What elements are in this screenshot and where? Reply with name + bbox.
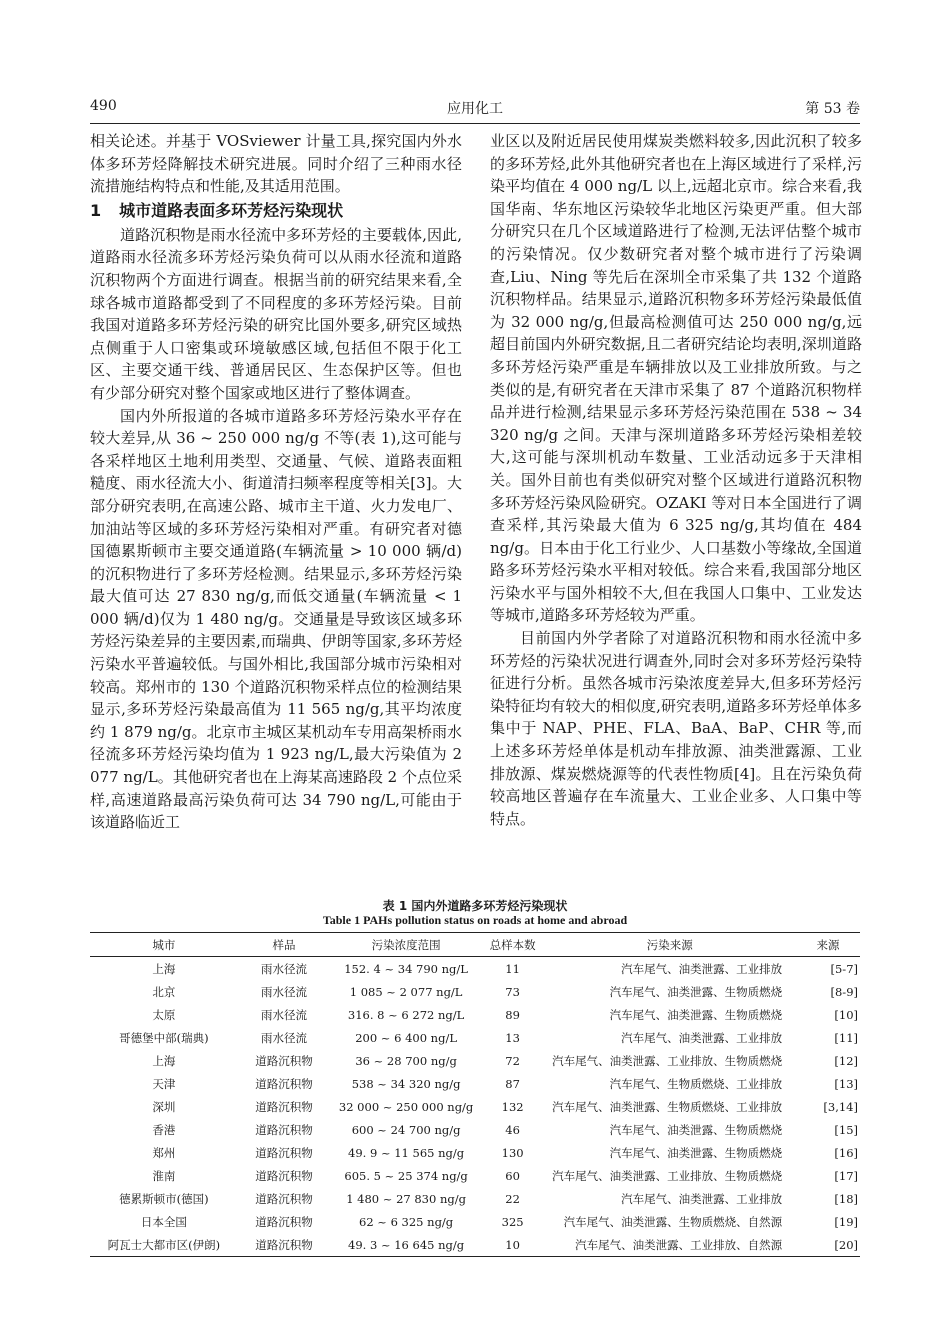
cell-sample: 雨水径流 [261, 1030, 308, 1045]
table-row [90, 1233, 860, 1257]
cell-count: 132 [501, 1099, 524, 1114]
cell-source: 汽车尾气、油类泄露、生物质燃烧 [609, 1145, 783, 1160]
table-caption [90, 899, 860, 927]
cell-count: 10 [505, 1237, 520, 1252]
table-row [90, 1095, 860, 1118]
cell-range: 152. 4 ~ 34 790 ng/L [344, 961, 468, 976]
cell-source: 汽车尾气、油类泄露、生物质燃烧、工业排放 [552, 1099, 783, 1114]
cell-range: 200 ~ 6 400 ng/L [355, 1030, 457, 1045]
cell-range: 32 000 ~ 250 000 ng/g [338, 1099, 474, 1114]
cell-count: 22 [505, 1191, 520, 1206]
cell-source: 汽车尾气、油类泄露、工业排放 [621, 1030, 783, 1045]
cell-ref: [13] [834, 1076, 858, 1091]
table-row [90, 1118, 860, 1141]
cell-count: 130 [501, 1145, 524, 1160]
cell-city: 天津 [152, 1076, 176, 1091]
paragraph-intro-end: 相关论述。并基于 VOSviewer 计量工具,探究国内外水体多环芳烃降解技术研究进展。同时介绍了三种雨水径流措施结构特点和性能,及其适用范围。 [90, 132, 462, 196]
cell-range: 1 480 ~ 27 830 ng/g [346, 1191, 466, 1206]
cell-ref: [5-7] [830, 961, 858, 976]
section-number: 1 [90, 200, 102, 220]
cell-count: 11 [505, 961, 520, 976]
cell-sample: 道路沉积物 [255, 1122, 313, 1137]
cell-sample: 雨水径流 [261, 1007, 308, 1022]
cell-range: 1 085 ~ 2 077 ng/L [349, 984, 463, 999]
table-header-row [90, 933, 860, 957]
cell-city: 德累斯顿市(德国) [119, 1191, 209, 1206]
volume-label: 第 53 卷 [805, 101, 860, 117]
section-heading [90, 198, 462, 224]
cell-sample: 道路沉积物 [255, 1145, 313, 1160]
cell-count: 73 [505, 984, 520, 999]
table-row [90, 1072, 860, 1095]
cell-sample: 道路沉积物 [255, 1237, 313, 1252]
cell-ref: [20] [834, 1237, 858, 1252]
cell-count: 60 [505, 1168, 520, 1183]
cell-sample: 道路沉积物 [255, 1076, 313, 1091]
cell-city: 哥德堡中部(瑞典) [119, 1030, 209, 1045]
cell-count: 89 [505, 1007, 520, 1022]
cell-city: 上海 [152, 1053, 176, 1068]
cell-sample: 道路沉积物 [255, 1214, 313, 1229]
section-title: 城市道路表面多环芳烃污染现状 [119, 200, 344, 220]
cell-source: 汽车尾气、油类泄露、生物质燃烧 [609, 984, 783, 999]
table-row [90, 1210, 860, 1233]
cell-range: 600 ~ 24 700 ng/g [351, 1122, 461, 1137]
cell-city: 阿瓦士大都市区(伊朗) [107, 1237, 221, 1252]
cell-count: 87 [505, 1076, 520, 1091]
cell-city: 北京 [152, 984, 176, 999]
col-header-city: 城市 [152, 937, 176, 952]
table-body [90, 957, 860, 1257]
cell-source: 汽车尾气、油类泄露、生物质燃烧、自然源 [563, 1214, 783, 1229]
right-column [490, 130, 862, 830]
cell-range: 36 ~ 28 700 ng/g [355, 1053, 457, 1068]
cell-ref: [19] [834, 1214, 858, 1229]
cell-ref: [3,14] [823, 1099, 858, 1114]
page-number: 490 [90, 98, 117, 114]
cell-count: 72 [505, 1053, 520, 1068]
col-header-count: 总样本数 [489, 937, 536, 952]
table-row [90, 1049, 860, 1072]
cell-range: 49. 3 ~ 16 645 ng/g [348, 1237, 465, 1252]
cell-city: 淮南 [152, 1168, 176, 1183]
cell-source: 汽车尾气、生物质燃烧、工业排放 [609, 1076, 783, 1091]
cell-city: 太原 [152, 1007, 176, 1022]
cell-city: 郑州 [152, 1145, 176, 1160]
cell-ref: [17] [834, 1168, 858, 1183]
cell-sample: 道路沉积物 [255, 1168, 313, 1183]
col-header-ref: 来源 [816, 937, 840, 952]
table-row [90, 1141, 860, 1164]
cell-source: 汽车尾气、油类泄露、生物质燃烧 [609, 1122, 783, 1137]
left-column [90, 130, 462, 834]
cell-ref: [12] [834, 1053, 858, 1068]
cell-count: 46 [505, 1122, 520, 1137]
cell-sample: 道路沉积物 [255, 1053, 313, 1068]
cell-sample: 雨水径流 [261, 984, 308, 999]
cell-range: 538 ~ 34 320 ng/g [351, 1076, 461, 1091]
header-rule [90, 123, 860, 124]
paragraph: 道路沉积物是雨水径流中多环芳烃的主要载体,因此,道路雨水径流多环芳烃污染负荷可以从雨水径流和道路沉积物两个方面进行调查。根据当前的研究结果来看,全球各城市道路都受到了不同程度的多环芳烃污染。目前我国对道路多环芳烃污染的研究比国外要多,研究区域热点侧重于人口密集或环境敏感区域,包括但不限于化工区、主要交通干线、普通居民区、生态保护区等。但也有少部分研究对整个国家或地区进行了整体调查。 [90, 225, 462, 402]
paragraph: 国内外所报道的各城市道路多环芳烃污染水平存在较大差异,从 36 ~ 250 000 ng/g 不等(表 1),这可能与各采样地区土地利用类型、交通量、气候、道路表面粗糙度、雨水径流大小、街道清扫频率程度等相关[3]。大部分研究表明,在高速公路、城市主干道、火力发电厂、加油站等区域的多环芳烃污染相对严重。有研究者对德国德累斯顿市主要交通道路(车辆流量 > 10 000 辆/d)的沉积物进行了多环芳烃检测。结果显示,多环芳烃污染最大值可达 27 830 ng/g,而低交通量(车辆流量 < 1 000 辆/d)仅为 1 480 ng/g。交通量是导致该区域多环芳烃污染差异的主要因素,而瑞典、伊朗等国家,多环芳烃污染水平普遍较低。与国外相比,我国部分城市污染相对较高。郑州市的 130 个道路沉积物采样点位的检测结果显示,多环芳烃污染最高值为 11 565 ng/g,其平均浓度约 1 879 ng/g。北京市主城区某机动车专用高架桥雨水径流多环芳烃污染均值为 1 923 ng/L,最大污染值为 2 077 ng/L。其他研究者也在上海某高速路段 2 个点位采样,高速道路最高污染负荷可达 34 790 ng/L,可能由于该道路临近工 [90, 406, 462, 832]
table-row [90, 1187, 860, 1210]
cell-ref: [16] [834, 1145, 858, 1160]
table-caption-cn: 表 1 国内外道路多环芳烃污染现状 [382, 899, 568, 913]
col-header-sample: 样品 [272, 937, 296, 952]
page-header [90, 98, 860, 120]
table-row [90, 1026, 860, 1049]
journal-title: 应用化工 [447, 101, 503, 117]
table-row [90, 1164, 860, 1187]
paragraph: 业区以及附近居民使用煤炭类燃料较多,因此沉积了较多的多环芳烃,此外其他研究者也在上海区域进行了采样,污染平均值在 4 000 ng/L 以上,远超北京市。综合来看,我国华南、华东地区污染较华北地区污染更严重。但大部分研究只在几个区域道路进行了检测,无法评估整个城市的污染情况。仅少数研究者对整个城市进行了污染调查,Liu、Ning 等先后在深圳全市采集了共 132 个道路沉积物样品。结果显示,道路沉积物多环芳烃污染最低值为 32 000 ng/g,但最高检测值可达 250 000 ng/g,远超目前国内外研究数据,且二者研究结论均表明,深圳道路多环芳烃污染严重是车辆排放以及工业排放所致。与之类似的是,有研究者在天津市采集了 87 个道路沉积物样品并进行检测,结果显示多环芳烃污染范围在 538 ~ 34 320 ng/g 之间。天津与深圳道路多环芳烃污染相差较大,这可能与深圳机动车数量、工业活动远多于天津相关。国外目前也有类似研究对整个区域进行道路沉积物多环芳烃污染风险研究。OZAKI 等对日本全国进行了调查采样,其污染最大值为 6 325 ng/g,其均值在 484 ng/g。日本由于化工行业少、人口基数小等缘故,全国道路多环芳烃污染水平相对较低。综合来看,我国部分地区污染水平与国外相较不大,但在我国人口集中、工业发达等城市,道路多环芳烃较为严重。 [490, 132, 862, 625]
pollution-table [90, 932, 860, 1257]
cell-range: 316. 8 ~ 6 272 ng/L [347, 1007, 465, 1022]
cell-range: 49. 9 ~ 11 565 ng/g [348, 1145, 465, 1160]
cell-city: 日本全国 [140, 1214, 187, 1229]
cell-sample: 雨水径流 [261, 961, 308, 976]
table-row [90, 980, 860, 1003]
cell-range: 62 ~ 6 325 ng/g [359, 1214, 454, 1229]
cell-source: 汽车尾气、油类泄露、工业排放、自然源 [575, 1237, 783, 1252]
cell-source: 汽车尾气、油类泄露、工业排放 [621, 1191, 783, 1206]
cell-ref: [11] [834, 1030, 858, 1045]
cell-range: 605. 5 ~ 25 374 ng/g [344, 1168, 468, 1183]
cell-city: 上海 [152, 961, 176, 976]
cell-source: 汽车尾气、油类泄露、工业排放 [621, 961, 783, 976]
cell-source: 汽车尾气、油类泄露、工业排放、生物质燃烧 [552, 1053, 783, 1068]
col-header-range: 污染浓度范围 [371, 937, 441, 952]
cell-ref: [15] [834, 1122, 858, 1137]
paragraph: 目前国内外学者除了对道路沉积物和雨水径流中多环芳烃的污染状况进行调查外,同时会对多环芳烃污染特征进行分析。虽然各城市污染浓度差异大,但多环芳烃污染特征均有较大的相似度,研究表明,道路多环芳烃单体多集中于 NAP、PHE、FLA、BaA、BaP、CHR 等,而上述多环芳烃单体是机动车排放源、油类泄露源、工业排放源、煤炭燃烧源等的代表性物质[4]。且在污染负荷较高地区普遍存在车流量大、工业企业多、人口集中等特点。 [490, 629, 862, 828]
cell-source: 汽车尾气、油类泄露、工业排放、生物质燃烧 [552, 1168, 783, 1183]
cell-city: 深圳 [152, 1099, 176, 1114]
cell-city: 香港 [152, 1122, 176, 1137]
col-header-source: 污染来源 [646, 937, 693, 952]
table-row [90, 957, 860, 981]
cell-count: 325 [501, 1214, 524, 1229]
cell-ref: [10] [834, 1007, 858, 1022]
cell-ref: [8-9] [830, 984, 858, 999]
table-caption-en: Table 1 PAHs pollution status on roads at home and abroad [322, 913, 628, 927]
cell-source: 汽车尾气、油类泄露、生物质燃烧 [609, 1007, 783, 1022]
cell-sample: 道路沉积物 [255, 1191, 313, 1206]
cell-count: 13 [505, 1030, 520, 1045]
cell-ref: [18] [834, 1191, 858, 1206]
table-row [90, 1003, 860, 1026]
cell-sample: 道路沉积物 [255, 1099, 313, 1114]
